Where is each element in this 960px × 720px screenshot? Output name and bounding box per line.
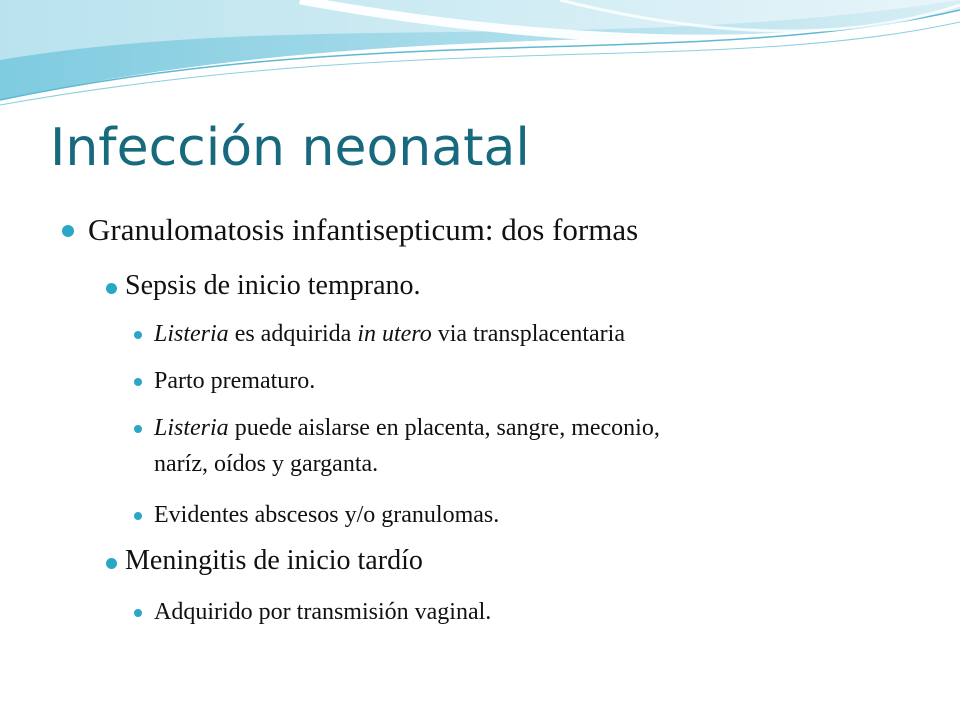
bullet-dot	[134, 378, 142, 386]
bullet-dot	[134, 331, 142, 339]
italic-in-utero: in utero	[357, 321, 432, 347]
italic-listeria: Listeria	[154, 415, 229, 441]
bullet-late-meningitis: Meningitis de inicio tardío	[125, 545, 423, 576]
bullet-listeria-in-utero: Listeria es adquirida in utero via transplacentaria	[154, 321, 625, 347]
bullet-granulomatosis: Granulomatosis infantisepticum: dos formas	[88, 212, 639, 247]
bullet-dot	[134, 512, 142, 520]
bullet-listeria-aislarse: Listeria puede aislarse en placenta, sangre, meconio, naríz, oídos y garganta.	[154, 415, 660, 477]
bullet-dot	[106, 283, 117, 294]
bullet-dot	[62, 225, 74, 237]
bullet-dot	[106, 558, 117, 569]
bullet-parto-prematuro: Parto prematuro.	[154, 368, 316, 394]
bullet-dot	[134, 425, 142, 433]
bullet-transmision-vaginal: Adquirido por transmisión vaginal.	[154, 599, 492, 625]
bullet-abscesos: Evidentes abscesos y/o granulomas.	[154, 502, 500, 528]
bullet-early-sepsis: Sepsis de inicio temprano.	[125, 270, 421, 301]
slide-title: Infección neonatal	[50, 118, 530, 178]
bullet-dot	[134, 609, 142, 617]
italic-listeria: Listeria	[154, 321, 229, 347]
